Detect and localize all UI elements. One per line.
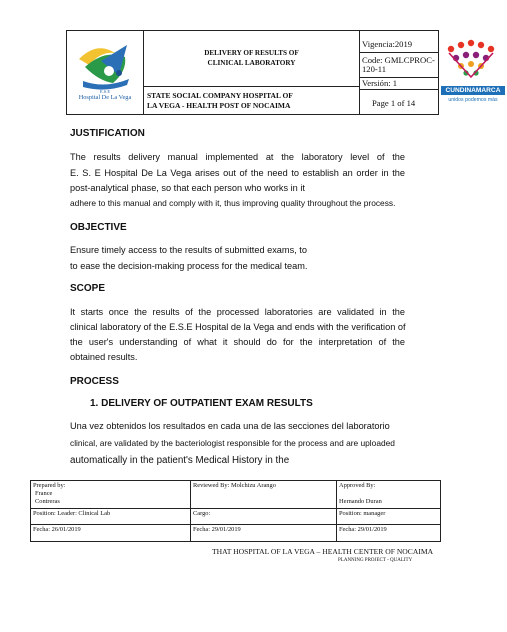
document-title-line1: DELIVERY OF RESULTS OF xyxy=(204,49,299,57)
approval-table xyxy=(30,480,441,542)
document-code xyxy=(360,53,438,78)
approved-by-name: Hernando Duran xyxy=(339,498,382,505)
document-meta-column xyxy=(360,31,438,114)
process-heading: PROCESS xyxy=(70,376,119,387)
prepared-by-label: Prepared by: xyxy=(33,482,66,489)
cundinamarca-logo xyxy=(439,31,507,114)
hospital-logo xyxy=(67,31,144,114)
institution-line1: STATE SOCIAL COMPANY HOSPITAL OF xyxy=(147,91,293,100)
reviewed-by-cell: Reviewed By: Molchizu Arango xyxy=(191,481,337,509)
logo-hospital-name: Hospital De La Vega xyxy=(78,94,132,101)
validity: Vigencia:2019 xyxy=(360,31,438,53)
date-right-cell: Fecha: 29/01/2019 xyxy=(339,526,387,533)
institution-line2: LA VEGA - HEALTH POST OF NOCAIMA xyxy=(147,101,291,110)
objective-line: to ease the decision-making process for the medical team. xyxy=(70,261,308,271)
process-line: clinical, are validated by the bacteriologist responsible for the process and are uploaded xyxy=(70,438,395,448)
footer-institution: THAT HOSPITAL OF LA VEGA – HEALTH CENTER OF NOCAIMA xyxy=(212,547,434,556)
document-header-table xyxy=(66,30,501,115)
cundinamarca-logo-icon xyxy=(439,31,505,87)
prepared-by-cell xyxy=(31,481,191,509)
cundinamarca-tagline: unidos podemos más xyxy=(448,97,498,103)
position-mid-cell: Cargo: xyxy=(191,509,337,525)
prepared-by-name1: France xyxy=(35,490,53,497)
objective-heading: OBJECTIVE xyxy=(70,222,127,233)
footer-project: PLANNING PROJECT - QUALITY xyxy=(338,558,413,563)
process-item-heading: 1. DELIVERY OF OUTPATIENT EXAM RESULTS xyxy=(90,398,313,409)
objective-line: Ensure timely access to the results of submitted exams, to xyxy=(70,245,307,255)
document-code-line2: 120-11 xyxy=(362,64,387,74)
scope-line: clinical laboratory of the E.S.E Hospital de la Vega and ends with the verification of xyxy=(70,322,406,332)
process-line: Una vez obtenidos los resultados en cada una de las secciones del laboratorio xyxy=(70,421,390,431)
position-left-cell: Position: Leader: Clinical Lab xyxy=(31,509,191,525)
justification-line: adhere to this manual and comply with it, thus improving quality throughout the process. xyxy=(70,198,396,208)
page-number: Page 1 of 14 xyxy=(372,98,416,108)
document-code-line1: Code: GMLCPROC- xyxy=(362,55,435,65)
hospital-logo-icon xyxy=(67,31,143,114)
justification-line: E. S. E Hospital De La Vega arises out of the need to establish an order in the xyxy=(70,168,405,178)
prepared-by-name2: Contreras xyxy=(35,498,60,505)
justification-line: post-analytical phase, so that each person who works in it xyxy=(70,183,305,193)
cundinamarca-name: CUNDINAMARCA xyxy=(441,86,505,95)
justification-line: The results delivery manual implemented at the laboratory level of the xyxy=(70,152,405,162)
date-mid-cell: Fecha: 29/01/2019 xyxy=(191,525,337,541)
document-title-line2: CLINICAL LABORATORY xyxy=(207,59,296,67)
position-right-cell: Position: manager xyxy=(337,509,440,525)
scope-line: obtained results. xyxy=(70,352,138,362)
document-title-cell xyxy=(144,31,360,87)
scope-line: It starts once the results of the processed laboratories are validated in the xyxy=(70,307,405,317)
logo-ese-text: E.S.E xyxy=(99,89,111,94)
justification-heading: JUSTIFICATION xyxy=(70,128,145,139)
institution-cell xyxy=(144,87,360,114)
document-title xyxy=(144,48,359,68)
scope-heading: SCOPE xyxy=(70,283,106,294)
approved-by-label: Approved By: xyxy=(339,482,376,489)
date-left-cell: Fecha: 26/01/2019 xyxy=(31,525,191,541)
scope-line: the user's understanding of what it should do for the interpretation of the xyxy=(70,337,405,347)
process-line: automatically in the patient's Medical History in the xyxy=(70,455,290,466)
version: Versión: 1 xyxy=(360,78,438,90)
approved-by-cell xyxy=(337,481,440,509)
